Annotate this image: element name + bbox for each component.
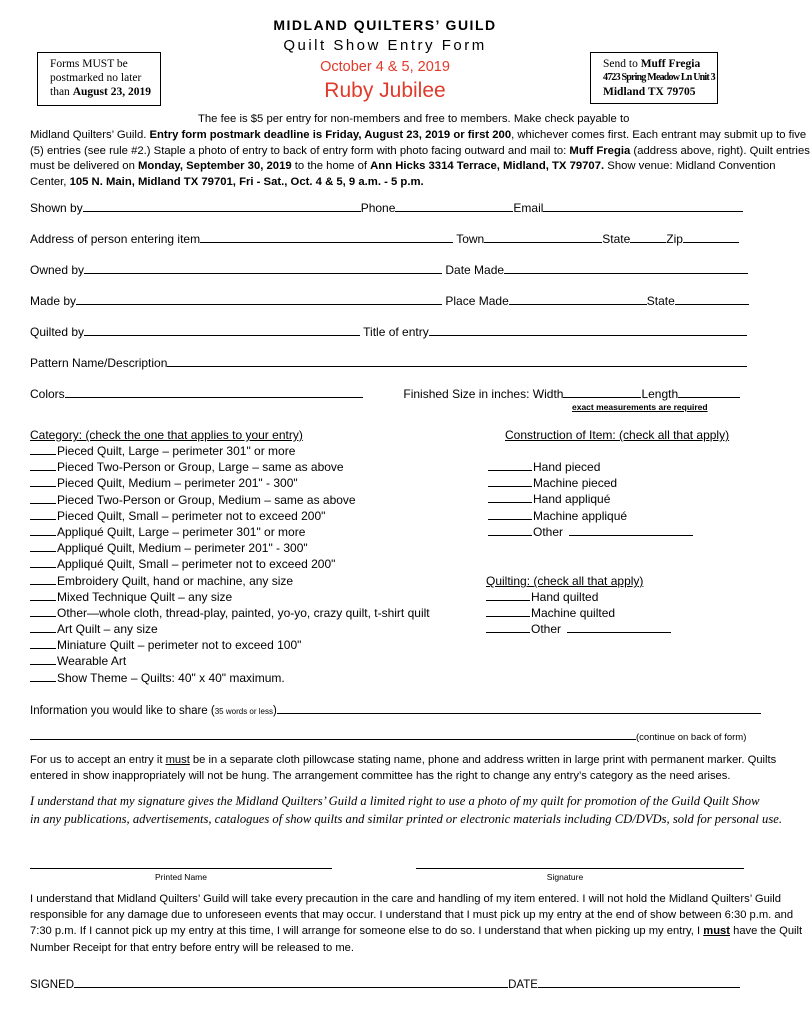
construction-item-label: Hand pieced [533, 460, 601, 474]
construction-item [488, 508, 748, 524]
state-label: State [602, 232, 631, 246]
category-check-blank[interactable] [30, 540, 56, 552]
printed-name-line[interactable] [30, 856, 332, 869]
category-item-label: Mixed Technique Quilt – any size [57, 589, 233, 604]
info-field-2[interactable] [30, 728, 636, 740]
category-item-label: Pieced Quilt, Small – perimeter not to exceed 200" [57, 508, 326, 523]
intro-line4: must be delivered on Monday, September 30, 2019 to the home of Ann Hicks 3314 Terrace, Midland, TX 79707. Show venue: Midland Convention [30, 160, 776, 173]
quilted-by-field[interactable] [84, 324, 360, 336]
intro-line3: (5) entries (see rule #2.) Staple a photo of entry to back of entry form with photo facing outward and mail to: Muff Fregia (address above, right). Quilt entries [30, 144, 810, 157]
liability-line1: I understand that Midland Quilters’ Guild will take every precaution in the care and handling of my item entered. I will not hold the Midland Quilters’ Guild [30, 893, 781, 905]
postmark-line1: Forms MUST be [50, 58, 128, 70]
category-item [30, 540, 470, 556]
postmark-line2: postmarked no later [50, 72, 142, 84]
date-label: DATE [508, 979, 538, 991]
category-item-label: Pieced Quilt, Large – perimeter 301" or more [57, 444, 296, 458]
category-check-blank[interactable] [30, 492, 56, 504]
category-check-blank[interactable] [30, 605, 56, 617]
category-item-label: Appliqué Quilt, Large – perimeter 301" or more [57, 524, 306, 539]
quilting-check-blank[interactable] [486, 621, 530, 633]
made-by-label: Made by [30, 294, 77, 308]
category-item [30, 637, 470, 653]
zip-label: Zip [666, 232, 683, 246]
row-address [30, 231, 744, 246]
category-item [30, 653, 470, 669]
category-list [30, 443, 470, 686]
made-by-field[interactable] [76, 293, 442, 305]
category-check-blank[interactable] [30, 573, 56, 585]
signed-field[interactable] [74, 976, 508, 988]
continue-note: (continue on back of form) [636, 732, 747, 743]
info-row-2 [30, 728, 746, 743]
date-made-field[interactable] [504, 262, 748, 274]
category-item [30, 670, 470, 686]
category-item [30, 589, 470, 605]
send-to-address: 4723 Spring Meadow Ln Unit 3 [603, 72, 715, 83]
construction-section [505, 427, 745, 443]
construction-item-label: Other [533, 524, 564, 539]
length-label: Length [641, 387, 679, 401]
category-item-label: Show Theme – Quilts: 40" x 40" maximum. [57, 670, 285, 685]
construction-item-label: Machine pieced [533, 476, 618, 491]
intro-line1: The fee is $5 per entry for non-members and free to members. Make check payable to [198, 113, 630, 125]
exact-measurements-note: exact measurements are required [572, 402, 708, 412]
category-item [30, 492, 470, 508]
construction-item [488, 475, 748, 491]
category-check-blank[interactable] [30, 508, 56, 520]
category-item [30, 573, 470, 589]
signature-label: Signature [546, 872, 584, 882]
place-made-label: Place Made [445, 294, 509, 308]
signature-line[interactable] [416, 856, 744, 869]
owned-by-label: Owned by [30, 263, 85, 277]
row-pattern [30, 355, 744, 370]
form-title: Quilt Show Entry Form [283, 37, 487, 54]
state-field[interactable] [630, 231, 666, 243]
category-check-blank[interactable] [30, 589, 56, 601]
owned-by-field[interactable] [84, 262, 442, 274]
category-item-label: Appliqué Quilt, Medium – perimeter 201" - 300" [57, 541, 308, 556]
quilting-item [486, 605, 746, 621]
quilting-other-field[interactable] [567, 621, 671, 633]
category-item [30, 621, 470, 637]
category-item-label: Wearable Art [57, 654, 127, 669]
show-theme: Ruby Jubilee [324, 79, 446, 102]
category-check-blank[interactable] [30, 524, 56, 536]
category-item [30, 508, 470, 524]
liability-line2: responsible for any damage due to unforeseen events that may occur. I understand that I must pick up my entry at the end of show between 6:30 p.m. and [30, 909, 794, 922]
row-made-by [30, 293, 744, 308]
category-item [30, 459, 470, 475]
construction-check-blank[interactable] [488, 459, 532, 471]
category-item [30, 556, 470, 572]
intro-paragraph [30, 112, 810, 191]
construction-check-blank[interactable] [488, 524, 532, 536]
send-to-box [590, 52, 718, 104]
rules-line2: entered in show inappropriately will not be hung. The arrangement committee has the right to change any entry’s category as the need arises. [30, 770, 731, 782]
construction-item-label: Hand appliqué [533, 492, 611, 507]
category-check-blank[interactable] [30, 556, 56, 568]
category-check-blank[interactable] [30, 621, 56, 633]
info-close: ) [272, 705, 277, 717]
category-item [30, 443, 470, 459]
colors-label: Colors [30, 387, 65, 401]
category-item-label: Pieced Quilt, Medium – perimeter 201" - 300" [57, 476, 298, 491]
liability-line4: Number Receipt for that entry before entry will be released to me. [30, 941, 354, 954]
final-sign-row [30, 976, 746, 991]
state2-field[interactable] [675, 293, 749, 305]
quilting-check-blank[interactable] [486, 589, 530, 601]
category-check-blank[interactable] [30, 653, 56, 665]
construction-check-blank[interactable] [488, 475, 532, 487]
quilting-list [486, 589, 746, 638]
construction-other-field[interactable] [569, 524, 693, 536]
category-item-label: Appliqué Quilt, Small – perimeter not to exceed 200" [57, 557, 336, 572]
construction-list [488, 459, 748, 540]
email-label: Email [513, 201, 544, 215]
construction-item [488, 491, 748, 507]
quilting-item-label: Other [531, 622, 562, 637]
permission-line2: in any publications, advertisements, catalogues of show quilts and similar printed or electronic materials including CD/DVDs, sold for personal use. [30, 812, 782, 826]
liability-paragraph [30, 891, 803, 956]
zip-field[interactable] [683, 231, 739, 243]
title-field[interactable] [429, 324, 747, 336]
construction-item [488, 524, 748, 540]
category-item-label: Pieced Two-Person or Group, Large – same as above [57, 460, 344, 475]
liability-line3: 7:30 p.m. If I cannot pick up my entry at this time, I will arrange for someone else to do so. I understand that when picking up my entry, I must have the Quilt [30, 925, 803, 938]
construction-check-blank[interactable] [488, 508, 532, 520]
info-label: Information you would like to share ( [30, 705, 215, 717]
address-field[interactable] [200, 231, 453, 243]
category-item [30, 475, 470, 491]
category-check-blank[interactable] [30, 443, 56, 455]
date-made-label: Date Made [445, 263, 505, 277]
address-label: Address of person entering item [30, 232, 201, 246]
finished-size-label: Finished Size in inches: Width [403, 387, 564, 401]
category-item-label: Pieced Two-Person or Group, Medium – same as above [57, 492, 356, 507]
show-dates: October 4 & 5, 2019 [320, 59, 450, 75]
town-label: Town [456, 232, 485, 246]
quilted-by-label: Quilted by [30, 325, 85, 339]
construction-item [488, 459, 748, 475]
quilting-item [486, 589, 746, 605]
printed-name-label: Printed Name [155, 872, 207, 882]
pattern-label: Pattern Name/Description [30, 356, 168, 370]
row-shown-by [30, 200, 744, 215]
construction-item-label: Machine appliqué [533, 508, 628, 523]
category-heading: Category: (check the one that applies to your entry) [30, 428, 303, 442]
category-check-blank[interactable] [30, 459, 56, 471]
postmark-notice-box [37, 52, 161, 106]
photo-permission [30, 792, 782, 828]
row-quilted-by [30, 324, 744, 339]
category-item-label: Other—whole cloth, thread-play, painted, yo-yo, crazy quilt, t-shirt quilt [57, 605, 430, 620]
town-field[interactable] [484, 231, 602, 243]
width-field[interactable] [563, 386, 641, 398]
shown-by-field[interactable] [83, 200, 361, 212]
quilting-item-label: Machine quilted [531, 606, 616, 621]
category-check-blank[interactable] [30, 670, 56, 682]
send-to-line: Send to Muff Fregia [603, 58, 701, 70]
colors-field[interactable] [65, 386, 363, 398]
phone-field[interactable] [395, 200, 513, 212]
email-field[interactable] [543, 200, 743, 212]
quilting-check-blank[interactable] [486, 605, 530, 617]
construction-check-blank[interactable] [488, 491, 532, 503]
category-section [30, 427, 470, 686]
quilting-item-label: Hand quilted [531, 590, 599, 604]
row-colors [30, 386, 744, 401]
category-item [30, 524, 470, 540]
send-to-city: Midland TX 79705 [603, 86, 696, 98]
rules-paragraph [30, 752, 777, 784]
category-check-blank[interactable] [30, 637, 56, 649]
quilting-section [486, 573, 746, 638]
date-field[interactable] [538, 976, 740, 988]
quilting-heading: Quilting: (check all that apply) [486, 574, 644, 588]
permission-line1: I understand that my signature gives the Midland Quilters’ Guild a limited right to use a photo of my quilt for promotion of the Guild Quilt Show [30, 794, 760, 808]
intro-line5: Center, 105 N. Main, Midland TX 79701, Fri - Sat., Oct. 4 & 5, 9 a.m. - 5 p.m. [30, 176, 424, 189]
row-owned-by [30, 262, 744, 277]
category-item [30, 605, 470, 621]
construction-heading: Construction of Item: (check all that apply) [505, 428, 730, 442]
info-field-1[interactable] [277, 702, 761, 714]
pattern-field[interactable] [167, 355, 747, 367]
category-item-label: Art Quilt – any size [57, 622, 158, 637]
info-row [30, 702, 746, 717]
title-label: Title of entry [363, 325, 429, 339]
category-check-blank[interactable] [30, 475, 56, 487]
quilting-item [486, 621, 746, 637]
phone-label: Phone [360, 201, 396, 215]
info-small: 35 words or less [214, 707, 273, 716]
category-item-label: Embroidery Quilt, hand or machine, any size [57, 573, 294, 588]
place-made-field[interactable] [509, 293, 647, 305]
postmark-line3: than August 23, 2019 [50, 86, 151, 98]
state2-label: State [646, 294, 675, 308]
signed-label: SIGNED [30, 979, 75, 991]
rules-line1: For us to accept an entry it must be in a separate cloth pillowcase stating name, phone and address written in large print with permanent marker. Quilts [30, 754, 777, 766]
length-field[interactable] [678, 386, 740, 398]
org-name: MIDLAND QUILTERS’ GUILD [273, 17, 497, 33]
category-item-label: Miniature Quilt – perimeter not to exceed 100" [57, 638, 302, 653]
intro-line2: Midland Quilters’ Guild. Entry form postmark deadline is Friday, August 23, 2019 or first 200, whichever comes first. Each entrant may submit up to five [30, 128, 807, 141]
shown-by-label: Shown by [30, 201, 83, 215]
